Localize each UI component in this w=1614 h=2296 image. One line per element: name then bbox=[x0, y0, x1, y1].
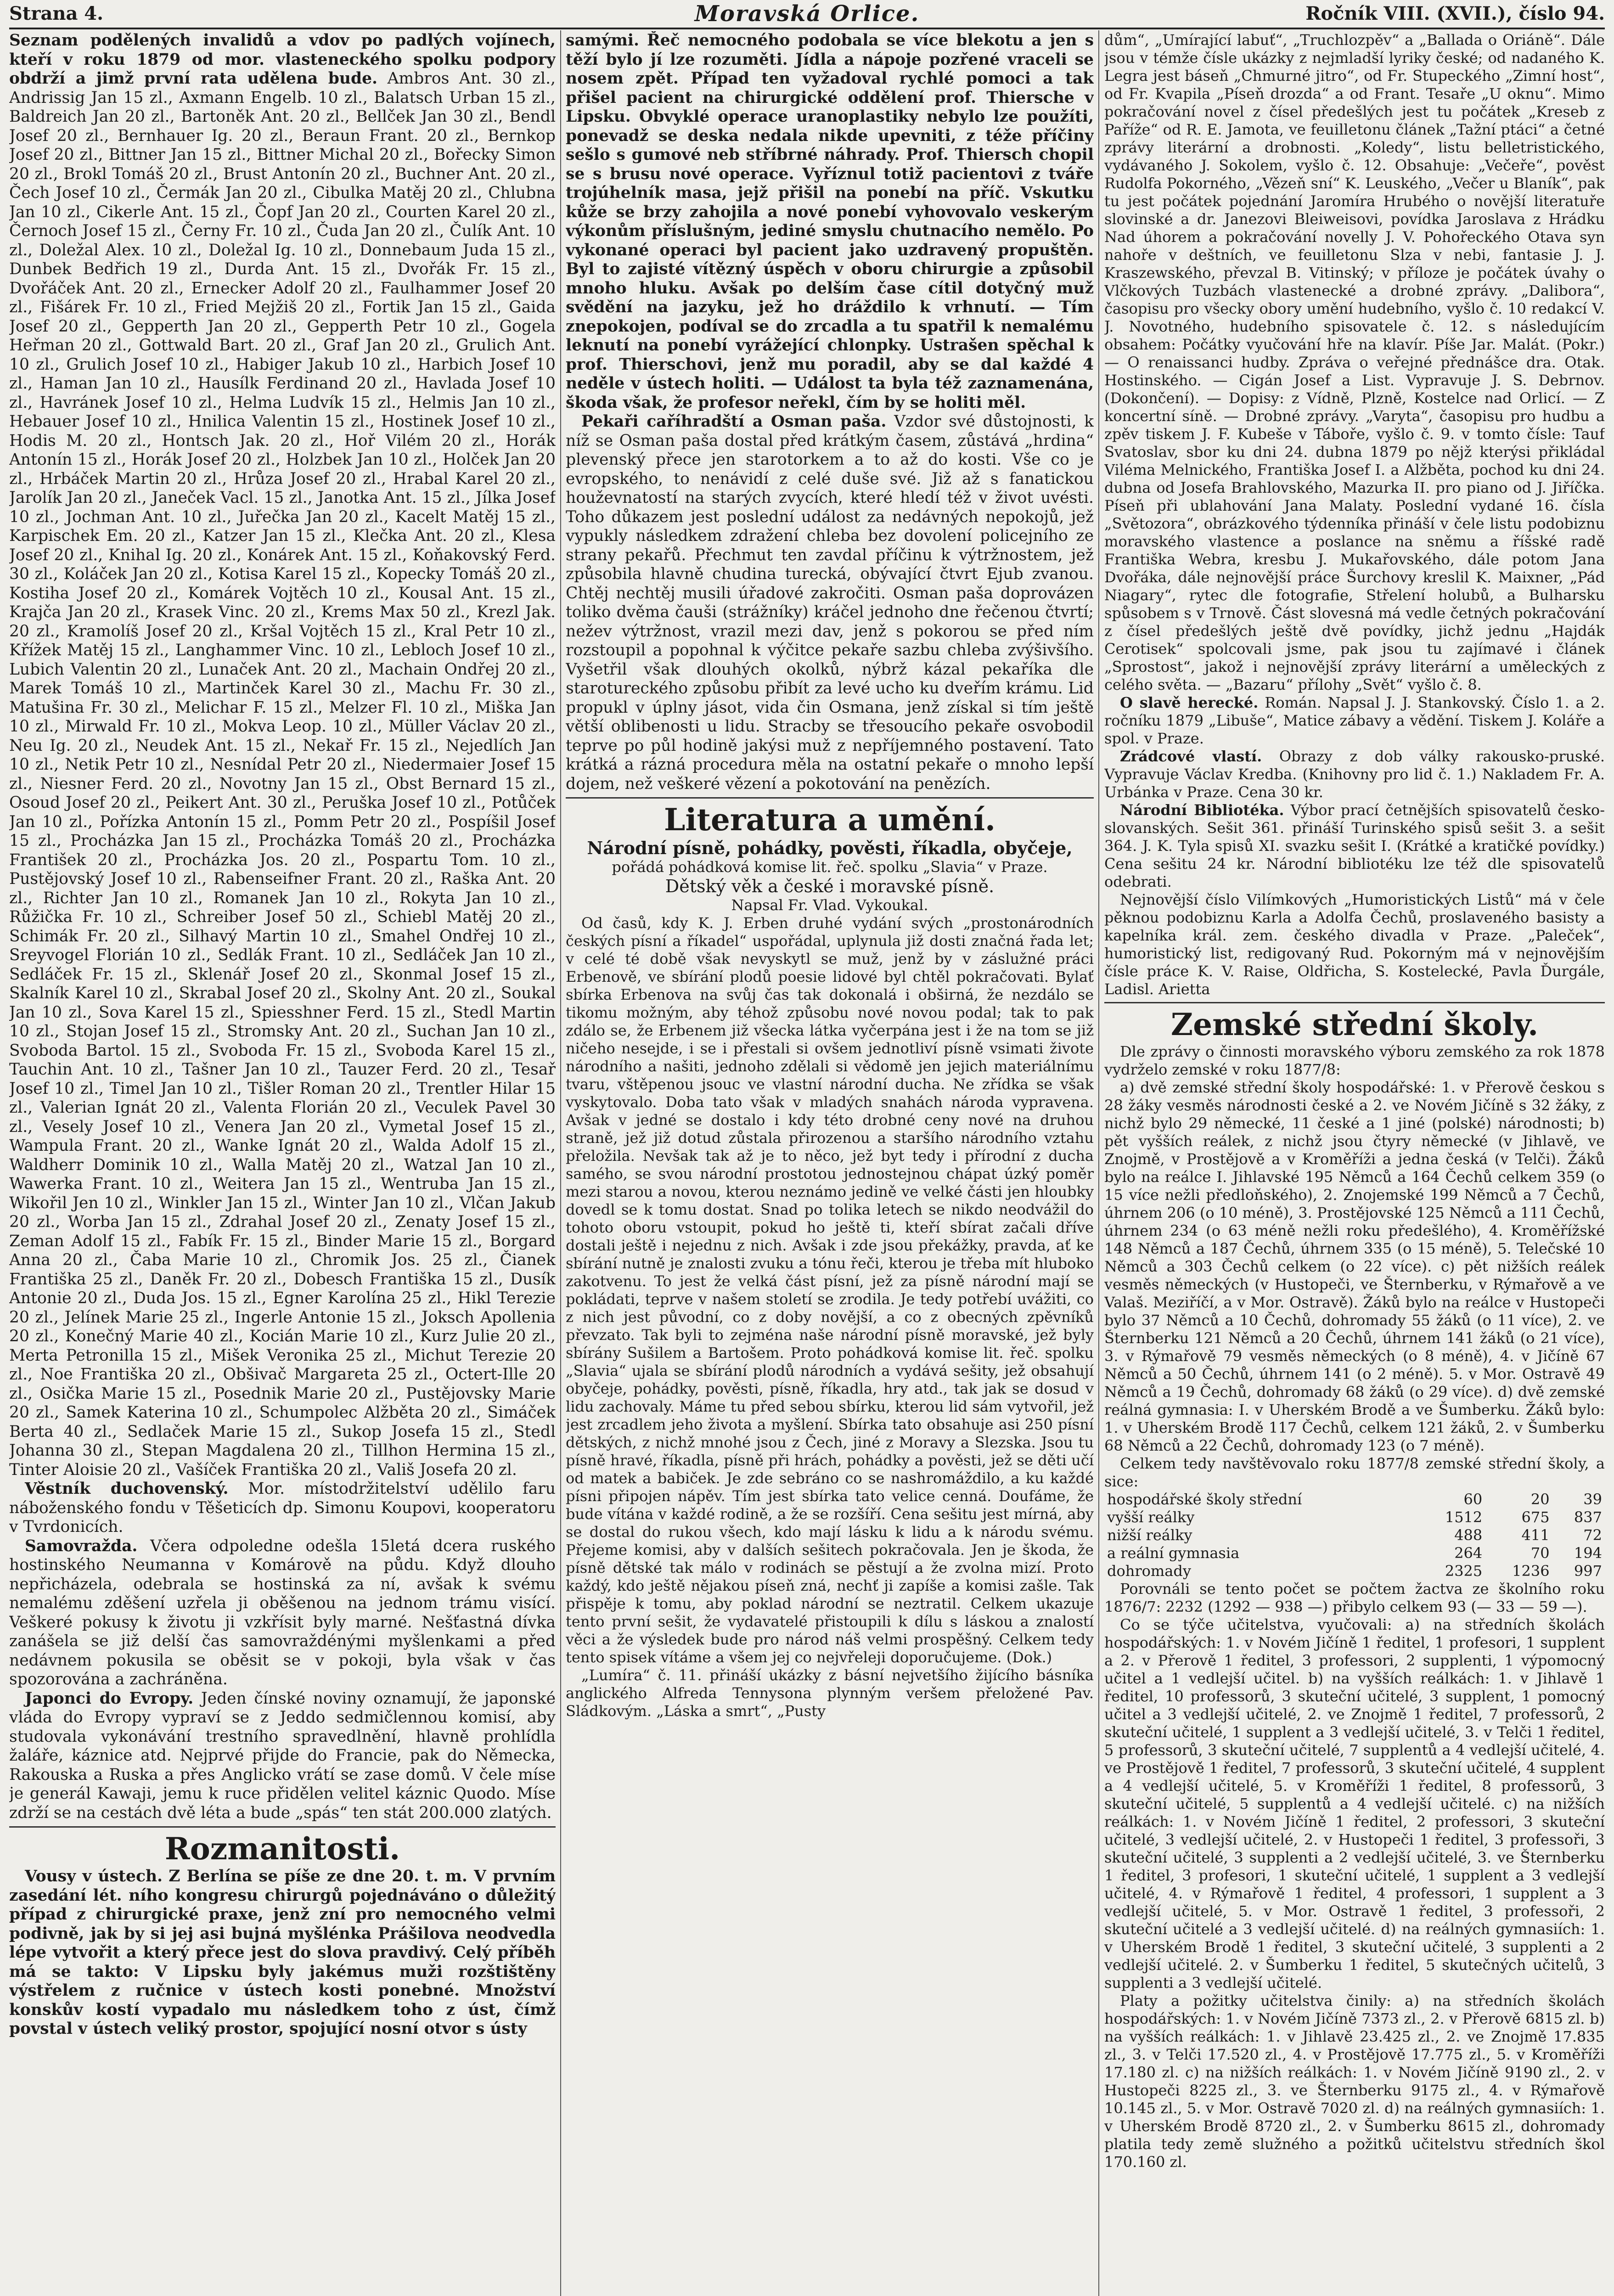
vousy-title: Vousy v ústech. bbox=[25, 1867, 163, 1885]
table-cell-total: 488 bbox=[1454, 1526, 1483, 1544]
lit-subhead-2: pořádá pohádková komise lit. řeč. spolku „Slavia“ v Praze. bbox=[612, 858, 1048, 876]
table-cell-total: 264 bbox=[1454, 1544, 1483, 1562]
column-3 bbox=[1104, 31, 1605, 2296]
school-stats-table bbox=[1104, 1491, 1605, 1580]
section-literatura: Literatura a umění. bbox=[566, 797, 1094, 838]
article-humor: Nejnovější číslo Vilímkových „Humoristických Listů“ má v čele pěknou podobiznu Karla a Adolfa Čechů, proslaveného basisty a kapelníka král. zem. českého divadla v Praze. „Paleček“, humoristický list, redigovaný Rud. Pokorným má v nejnovějším čísle práce K. V. Raise, Oldřicha, S. Kostelecké, Pavla Ďurgále, Ladisl. Arietta bbox=[1104, 891, 1605, 998]
lit-continuation: dům“, „Umírající labuť“, „Truchlozpěv“ a „Ballada o Oriáně“. Dále jsou v témže čísle ukázky z nejmladší lyriky české; od nadaného K. Legra jest báseň „Chmurné jitro“, od Fr. Stupeckého „Zimní host“, od Fr. Kvapila „Píseň drozda“ a od Frant. Tesaře „U oknu“. Mimo pokračování novel z čísel předešlých jest tu počátek „Kreseb z Paříže“ od R. E. Jamota, ve feuilletonu článek „Tažní ptáci“ a četné zprávy literární a drobnosti. „Koledy“, listu belletristického, vydávaného J. Sokolem, vyšlo č. 12. Obsahuje: „Večeře“, pověst Rudolfa Pokorného, „Vězeň sní“ K. Leuského, „Večer u Blaník“, pak tu jest počátek pojednání Jaromíra Hrubého o novější literatuře slovinské a dr. Janezovi Bleiweisovi, povídka Jaroslava z Hrádku Nad úhorem a pokračování novelly J. V. Pohořeckého Otava syn nahoře v deštních, ve feuilletonu Slza v nebi, fantasie J. J. Kraszewského, převzal B. Vitinský; v příloze je počátek úvahy o Vlčkových Tuzbách vlastenecké a drobné zprávy. „Dalibora“, časopisu pro všecky obory umění hudebního, vyšlo č. 10 redakcí V. J. Novotného, hudebního spisovatele č. 12. s následujícím obsahem: Počátky vyučování hře na klavír. Píše Jar. Malát. (Pokr.) — O renaissanci hudby. Zpráva o veřejné přednášce dra. Otak. Hostinského. — Cigán Josef a List. Vypravuje J. S. Debrnov. (Dokončení). — Dopisy: z Vídně, Plzně, Kostelce nad Orlicí. — Z koncertní síně. — Drobné zprávy. „Varyta“, časopisu pro hudbu a zpěv tiskem J. F. Kubeše v Táboře, vyšlo č. 9. v tomto čísle: Tauf Svatoslav, sbor ku dni 24. dubna 1879 po nějž kterýsi přikládal Viléma Melnického, Františka Josef I. a Alžběta, pochod ku dni 24. dubna od Josefa Brahlovského, Mazurka II. pro piano od J. Jiříčka. Píseň při ublahování Jana Malaty. Poslední vydané 16. čísla „Světozora“, obrázkového týdenníka přináší v čele listu podobiznu moravského vlastence a poslance na sněmu a říšské radě Františka Webra, kresbu J. Mukařovského, dále potom Jana Dvořáka, dále nejnovější práce Šurchovy kreslil K. Maixner, „Pád Niagary“, rytec dle fotografie, Střelení holubů, a Bulharsku spůsobem s v Trnově. Část slovesná má vedle četných pokračování z čísel předešlých ještě dvě povídky, jichž jednu „Hajdák Cerotisek“ spolcovali jsme, pak jsou tu zajímavé i článek „Sprostost“, jakož i nejnovější zprávy literární a uměleckých z celého světa. — „Bazaru“ přílohy „Svět“ vyšlo č. 8. bbox=[1104, 31, 1605, 693]
vousy-continuation bbox=[566, 31, 1094, 412]
table-cell-total: 1512 bbox=[1445, 1508, 1483, 1526]
column-divider bbox=[1098, 30, 1099, 2296]
issue-info: Ročník VIII. (XVII.), číslo 94. bbox=[1305, 3, 1605, 24]
article-herec bbox=[1104, 694, 1605, 748]
article-pekari bbox=[566, 412, 1094, 793]
section-rozmanitosti: Rozmanitosti. bbox=[9, 1826, 556, 1867]
table-note: Porovnáli se tento počet se počtem žactva ze školního roku 1876/7: 2232 (1292 — 938 —) přibylo celkem 93 (— 33 — 59 —). bbox=[1104, 1580, 1605, 1615]
table-cell-a: 675 bbox=[1521, 1508, 1550, 1526]
column-2 bbox=[566, 31, 1094, 2296]
table-row bbox=[1104, 1491, 1605, 1508]
article-seznam bbox=[9, 31, 556, 1480]
lit-author: Napsal Fr. Vlad. Vykoukal. bbox=[731, 896, 928, 914]
seznam-body: Ambros Ant. 30 zl., Andrissig Jan 15 zl., Axmann Engelb. 10 zl., Balatsch Urban 15 zl., Baldreich Jan 20 zl., Bartoněk Ant. 20 zl., Bellček Jan 30 zl., Bendl Josef 20 zl., Bernhauer Ig. 20 zl., Beraun Frant. 20 zl., Bernkop Josef 20 zl., Bittner Jan 15 zl., Bittner Michal 20 zl., Bořecky Simon 20 zl., Brokl Tomáš 20 zl., Brust Antonín 20 zl., Buchner Ant. 20 zl., Čech Josef 10 zl., Čermák Jan 20 zl., Cibulka Matěj 20 zl., Chlubna Jan 10 zl., Cikerle Ant. 15 zl., Čopf Jan 20 zl., Courten Karel 20 zl., Černoch Josef 15 zl., Černy Fr. 10 zl., Čuda Jan 20 zl., Čulík Ant. 10 zl., Doležal Alex. 10 zl., Doležal Ig. 10 zl., Donnebaum Juda 15 zl., Dunbek Bedřich 19 zl., Durda Ant. 15 zl., Dvořák Fr. 15 zl., Dvořáček Ant. 20 zl., Ernecker Adolf 20 zl., Faulhammer Josef 20 zl., Fišárek Fr. 10 zl., Fried Mejžiš 20 zl., Fortik Jan 15 zl., Gaida Josef 20 zl., Gepperth Jan 20 zl., Gepperth Petr 10 zl., Gogela Heřman 20 zl., Gottwald Bart. 20 zl., Graf Jan 20 zl., Grulich Ant. 10 zl., Grulich Josef 10 zl., Habiger Jakub 10 zl., Harbich Josef 10 zl., Haman Jan 10 zl., Hausílk Ferdinand 20 zl., Havlada Josef 10 zl., Havránek Josef 10 zl., Helma Ludvík 15 zl., Helmis Jan 10 zl., Hebauer Josef 10 zl., Hnilica Valentin 15 zl., Hostinek Josef 10 zl., Hodis M. 20 zl., Hontsch Jak. 20 zl., Hoř Vilém 20 zl., Horák Antonín 15 zl., Horák Josef 20 zl., Holzbek Jan 10 zl., Holček Jan 20 zl., Hrbáček Martin 20 zl., Hrůza Josef 20 zl., Hrabal Karel 20 zl., Jarolík Jan 20 zl., Janeček Vacl. 15 zl., Janotka Ant. 15 zl., Jílka Josef 10 zl., Jochman Ant. 10 zl., Juřečka Jan 20 zl., Kacelt Matěj 15 zl., Karpischek Em. 20 zl., Katzer Jan 15 zl., Klečka Ant. 20 zl., Klesa Josef 20 zl., Knihal Ig. 20 zl., Konárek Ant. 15 zl., Koňakovský Ferd. 30 zl., Koláček Jan 20 zl., Kotisa Karel 15 zl., Kopecky Tomáš 20 zl., Kostiha Josef 20 zl., Komárek Vojtěch 10 zl., Kousal Ant. 15 zl., Krajča Jan 20 zl., Krasek Vinc. 20 zl., Krems Max 50 zl., Krezl Jak. 20 zl., Kramolíš Josef 20 zl., Kršal Vojtěch 15 zl., Kral Petr 10 zl., Křížek Matěj 15 zl., Langhammer Vinc. 10 zl., Lebloch Josef 10 zl., Lubich Valentin 20 zl., Lunaček Ant. 20 zl., Machain Ondřej 20 zl., Marek Tomáš 10 zl., Martinček Karel 30 zl., Machu Fr. 30 zl., Matušina Fr. 30 zl., Melichar F. 15 zl., Melzer Fl. 10 zl., Miška Jan 10 zl., Mirwald Fr. 10 zl., Mokva Leop. 10 zl., Müller Václav 20 zl., Neu Ig. 20 zl., Neudek Ant. 15 zl., Nekař Fr. 15 zl., Nejedlích Jan 10 zl., Netik Petr 10 zl., Nesnídal Petr 20 zl., Niedermaier Josef 15 zl., Niesner Ferd. 20 zl., Novotny Jan 15 zl., Obst Bernard 15 zl., Osoud Josef 20 zl., Peikert Ant. 30 zl., Peruška Josef 10 zl., Potůček Jan 10 zl., Pořízka Antonín 15 zl., Pomm Petr 20 zl., Pospíšil Josef 15 zl., Procházka Jan 15 zl., Procházka Tomáš 20 zl., Procházka František 20 zl., Procházka Jos. 20 zl., Pospartu Tom. 10 zl., Pustějovský Josef 10 zl., Rabenseifner Frant. 20 zl., Raška Ant. 20 zl., Richter Jan 10 zl., Romanek Jan 10 zl., Rokyta Jan 10 zl., Růžička Fr. 10 zl., Schreiber Josef 50 zl., Schiebl Matěj 20 zl., Schimák Fr. 20 zl., Silhavý Martin 10 zl., Smahel Ondřej 10 zl., Sreyvogel Florián 10 zl., Sedlák Frant. 10 zl., Sedláček Jan 10 zl., Sedláček Fr. 15 zl., Sklenář Josef 20 zl., Skonmal Josef 15 zl., Skalník Karel 10 zl., Skrabal Josef 20 zl., Skolny Ant. 20 zl., Soukal Jan 10 zl., Sova Karel 15 zl., Spiesshner Ferd. 15 zl., Stedl Martin 10 zl., Stojan Josef 15 zl., Stromsky Ant. 20 zl., Suchan Jan 10 zl., Svoboda Bartol. 15 zl., Svoboda Fr. 15 zl., Svoboda Karel 15 zl., Tauchin Ant. 10 zl., Tašner Jan 10 zl., Tauzer Ferd. 20 zl., Tesař Josef 10 zl., Timel Jan 10 zl., Tišler Roman 20 zl., Trentler Hilar 15 zl., Valerian Ignát 20 zl., Valenta Florián 20 zl., Veculek Pavel 30 zl., Vesely Josef 10 zl., Venera Jan 20 zl., Vymetal Josef 15 zl., Wampula Frant. 20 zl., Wanke Ignát 20 zl., Walda Adolf 15 zl., Waldherr Dominik 10 zl., Walla Matěj 20 zl., Watzal Jan 10 zl., Wawerka Frant. 10 zl., Weitera Jan 15 zl., Wentruba Jan 15 zl., Wikořil Jen 10 zl., Winkler Jan 15 zl., Winter Jan 10 zl., Vlčan Jakub 20 zl., Worba Jan 15 zl., Zdrahal Josef 20 zl., Zenaty Josef 15 zl., Zeman Adolf 15 zl., Fabík Fr. 15 zl., Binder Marie 15 zl., Borgard Anna 20 zl., Čaba Marie 10 zl., Chromik Jos. 25 zl., Čianek Františka 25 zl., Daněk Fr. 20 zl., Dobesch Františka 15 zl., Dusík Antonie 20 zl., Duda Jos. 15 zl., Egner Karolína 25 zl., Hikl Terezie 20 zl., Jelínek Marie 25 zl., Ingerle Antonie 15 zl., Joksch Apollenia 20 zl., Konečný Marie 40 zl., Kocián Marie 10 zl., Kurz Julie 20 zl., Merta Petronilla 15 zl., Mišek Veronika 25 zl., Michut Terezie 20 zl., Noe Františka 20 zl., Obšivač Margareta 25 zl., Octert-Ille 20 zl., Osička Marie 15 zl., Posednik Marie 20 zl., Pustějovsky Marie 20 zl., Samek Katerina 10 zl., Schumpolec Alžběta 20 zl., Simáček Berta 40 zl., Sedlaček Marie 15 zl., Sukop Josefa 15 zl., Stedl Johanna 30 zl., Stepan Magdalena 20 zl., Tillhon Hermina 15 zl., Tinter Aloisie 20 zl., Vašíček Františka 20 zl., Vališ Josefa 20 zl. bbox=[9, 69, 556, 1479]
samovrazda-title: Samovražda. bbox=[25, 1536, 138, 1555]
seznam-lead: Seznam podělených invalidů a vdov po padlých vojínech, kteří v roku 1879 od mor. vlasteneckého spolku podpory obdrží a jimž první rata udělena bude. bbox=[9, 31, 556, 88]
zradce-title: Zrádcové vlastí. bbox=[1120, 748, 1262, 765]
table-caption: Celkem tedy navštěvovalo roku 1877/8 zemské střední školy, a sice: bbox=[1104, 1455, 1605, 1490]
page-header bbox=[9, 0, 1605, 29]
narodni-title: Národní Bibliotéka. bbox=[1120, 801, 1284, 819]
table-cell-b: 72 bbox=[1583, 1526, 1602, 1544]
table-row bbox=[1104, 1508, 1605, 1526]
page-number: Strana 4. bbox=[9, 3, 104, 24]
article-vestnik bbox=[9, 1480, 556, 1537]
table-cell-b: 39 bbox=[1583, 1491, 1602, 1508]
table-cell-label: a reální gymnasia bbox=[1107, 1544, 1240, 1562]
table-cell-a: 1236 bbox=[1512, 1562, 1550, 1580]
samovrazda-body: Včera odpoledne odešla 15letá dcera ruského hostinského Neumanna v Komárově na půdu. Když dlouho nepřicházela, odebrala se hostinská za ní, avšak k svému nemalému zděšení uzřela ji oběšenou na jednom trámu visící. Veškeré pokusy k životu ji vzkřísit byly marné. Nešťastná dívka zanášela se již delší čas samovraždénými myšlenkami a před nedávnem pokusila se oběsit se v pokoji, byla však v čas spozorována a zachráněna. bbox=[9, 1536, 556, 1688]
lit-body: Od časů, kdy K. J. Erben druhé vydání svých „prostonárodních českých písní a říkadel“ uspořádal, uplynula již dosti značná řada let; v celé té době však nevyskytl se muž, jenž by v záslužné práci Erbenově, ve sbírání plodů poesie lidové byl chtěl pokračovati. Bylať sbírka Erbenova na svůj čas tak dokonalá i obširná, že nezdálo se tikomu možným, aby téhož způsobu nové novou podal; tak to pak zdálo se, že Erbenem již všecka látka vyčerpána jest i že na tom se již ničeho nesejde, i se i přestali si ovšem jednotliví písně vsimati živote národního a našiti, jednoho zdělali si vědomě jen jejich materiálnímu tvaru, vštěpenou jsouc ve vlastní národní ducha. Ne zřídka se však vyskytovalo. Doba tato však v mladých snahách národa vypravena. Avšak v jedné se dostalo i kdy této drobné ceny nové na druhou straně, jež již dotud zůstala přirozenou a staršího národního vztahu přeložila. Nevšak tak až je to něco, jež byt tedy i přírodní z ducha samého, se svou národní prostotou jednostejnou chápat úzký poměr mezi starou a novou, kterou neznámo jedině ve velké části jen hloubky dovedl se k tomu dostat. Snad po tolika letech se nikdo neodvážil do tohoto oboru vstoupit, pokud ho ještě ti, kteří sbírat začali dříve dostali ještě i nejednu z nich. Avšak i zde jsou překážky, pravda, ať ke sbírání nutně je znalosti zvuku a tónu řeči, kterou je třeba mít hluboko zakotvenu. To jest že velká část písní, jež za písně národní mají se pokládati, teprve v našem století se zrodila. Je tedy potřebí uvážiti, co z nich jest původní, co z doby novější, a co z obecných zpěvníků převzato. Tak byli to zejména naše národní písně moravské, jež byly sbírány Sušilem a Bartošem. Proto pohádková komise lit. řeč. spolku „Slavia“ ujala se sbírání plodů národních a vydává sešity, jež obsahují obyčeje, pohádky, pověsti, písně, říkadla, hry atd., tak jak se dosud v lidu zachovaly. Máme tu před sebou sbírku, kterou lid sám vytvořil, jež jest zrcadlem jeho života a myšlení. Sbírka tato obsahuje asi 250 písní dětských, z nichž mnohé jsou z Čech, jiné z Moravy a Slezska. Jsou tu písně hravé, říkadla, písně při hrách, pohádky a pověsti, jež se děti učí od matek a babiček. Je zde sebráno co se nashromáždilo, a ku každé písni připojen nápěv. Tím jest sbírka tato velice cenná. Doufáme, že bude vítána v každé rodině, a že se rozšíří. Cena sešitu jest mírná, aby se dostal do rukou všech, kdo mají lásku k lidu a k národu svému. Přejeme komisi, aby v dalších sešitech pokračovala. Jen je škoda, že písně dětské tak málo v rodinách se pěstují a že zvolna mizí. Proto každý, kdo ještě nějakou píseň zná, nechť ji zapíše a komisi zašle. Tak přispěje k tomu, aby poklad národní se neztratil. Celkem ukazuje tento první sešit, že vydavatelé přistoupili k dílu s láskou a znalostí věci a že výsledek bude pro národ náš velmi prospěšný. Celkem tedy tento spisek vítáme a všem jej co nejvřeleji doporučujeme. (Dok.) bbox=[566, 914, 1094, 1666]
table-cell-b: 997 bbox=[1574, 1562, 1602, 1580]
section-zemske-skoly: Zemské střední školy. bbox=[1104, 1002, 1605, 1043]
vousy-continuation-text: samými. Řeč nemocného podobala se více blekotu a jen s těží bylo jí lze rozuměti. Jídla a nápoje pozřené vraceli se nosem zpět. Případ ten vyžadoval rychlé pomoci a tak přišel pacient na chirurgické oddělení prof. Thiersche v Lipsku. Obvyklé operace uranoplastiky nebylo lze použíti, ponevadž se deska nedala nikde upevniti, z téže příčiny sešlo s gumové neb stříbrné náhrady. Prof. Thiersch chopil se s brusu nové operace. Vyříznul totiž pacientovi z tváře trojúhelník masa, jejž přišil na ponebí na příč. Vskutku kůže se brzy zahojila a nové ponebí vyhovovalo veskerým výkonům příslušným, jediné smyslu chutnacího nemělo. Po vykonané operaci byl pacient jako uzdravený propuštěn. Byl to zajisté vítězný úspěch v oboru chirurgie a způsobil mnoho hluku. Avšak po delším čase cítil dotyčný muž svědění na jazyku, jež ho dráždilo k vrhnutí. — Tím znepokojen, podíval se do zrcadla a tu spatřil k nemalému leknutí na ponebí vyrážející chlonpky. Ustrašen spěchal k prof. Thierschovi, jenž mu poradil, aby se dal každé 4 neděle v ústech holiti. — Událost ta byla též zaznamenána, škoda však, že profesor neřekl, čím by se holiti měl. bbox=[566, 31, 1094, 412]
column-1 bbox=[9, 31, 556, 2296]
zemske-intro: Dle zprávy o činnosti moravského výboru zemského za rok 1878 vydrželo zemské v roku 1877/8: bbox=[1104, 1043, 1605, 1078]
japonci-title: Japonci do Evropy. bbox=[25, 1689, 194, 1708]
platy-body: Platy a požitky učitelstva činily: a) na středních školách hospodářských: 1. v Novém Jičíně 7373 zl., 2. v Přerově 6815 zl. b) na vyšších reálkách: 1. v Jihlavě 23.425 zl., 2. ve Znojmě 17.835 zl., 3. v Telči 17.520 zl., 4. v Prostějově 17.775 zl., 5. v Kroměříži 17.180 zl. c) na nižších reálkách: 1. v Novém Jičíně 9190 zl., 2. v Hustopeči 8225 zl., 3. ve Šternberku 9175 zl., 4. v Rýmařově 10.145 zl., 5. v Mor. Ostravě 7020 zl. d) na reálných gymnasiích: 1. v Uherském Brodě 8720 zl., 2. v Šumberku 8615 zl., dohromady platila tedy země služného a požitků učitelstvu středních škol 170.160 zl. bbox=[1104, 1992, 1605, 2171]
japonci-body: Jeden čínské noviny oznamují, že japonské vláda do Evropy vypraví se z Jeddo sedmičlennou komisí, aby studovala vykonávání trestního spravedlnění, hlavně prohlídla žaláře, káznice atd. Nejprvé přijde do Francie, pak do Německa, Rakouska a Ruska a přes Anglicko vrátí se zase domů. V čele míse je generál Kawaji, jemu k ruce přidělen velitel káznic Quodo. Míse zdrží se na cestách dvě léta a bude „spás“ ten stát 200.000 zlatých. bbox=[9, 1689, 556, 1822]
pekari-title: Pekaři caříhradští a Osman paša. bbox=[581, 412, 887, 431]
herec-title: O slavě herecké. bbox=[1120, 694, 1259, 711]
table-cell-a: 411 bbox=[1521, 1526, 1550, 1544]
table-row bbox=[1104, 1526, 1605, 1544]
table-row bbox=[1104, 1562, 1605, 1580]
table-row bbox=[1104, 1544, 1605, 1562]
article-vousy bbox=[9, 1867, 556, 2039]
table-cell-label: vyšší reálky bbox=[1107, 1508, 1195, 1526]
lit-subhead-3: Dětský věk a české i moravské písně. bbox=[665, 876, 995, 896]
vestnik-title: Věstník duchovenský. bbox=[25, 1480, 229, 1498]
table-cell-label: dohromady bbox=[1107, 1562, 1191, 1580]
table-cell-a: 20 bbox=[1530, 1491, 1550, 1508]
table-cell-b: 837 bbox=[1574, 1508, 1602, 1526]
table-cell-label: nižší reálky bbox=[1107, 1526, 1192, 1544]
column-divider bbox=[560, 30, 561, 2296]
article-narodni bbox=[1104, 801, 1605, 891]
table-cell-a: 70 bbox=[1530, 1544, 1550, 1562]
lit-subhead: Národní písně, pohádky, pověsti, říkadla, obyčeje, bbox=[587, 838, 1073, 858]
table-cell-total: 60 bbox=[1463, 1491, 1483, 1508]
masthead-title: Moravská Orlice. bbox=[694, 1, 920, 27]
table-cell-label: hospodářské školy střední bbox=[1107, 1491, 1302, 1508]
table-cell-total: 2325 bbox=[1445, 1562, 1483, 1580]
narodni-body: Výbor prací četnějších spisovatelů česko-slovanských. Sešit 361. přináší Turinského spisů sešit 3. a sešit 364. J. K. Tyla spisů XI. svazku sešit I. (Krátké a kratičké povídky.) Cena sešitu 24 kr. Národní bibliotéku lze též dle spisovatelů odebrati. bbox=[1104, 801, 1605, 890]
ucitele-body: Co se týče učitelstva, vyučovali: a) na středních školách hospodářských: 1. v Novém Jičíně 1 ředitel, 1 profesori, 1 supplent a 2. v Přerově 1 ředitel, 3 professori, 2 supplenti, 1 výpomocný učitel a 1 vedlejší učitel. b) na vyšších reálkách: 1. v Jihlavě 1 ředitel, 10 professorů, 3 skuteční učitelé, 3 supplent, 1 pomocný učitel a 3 vedlejší učitelé, 2. ve Znojmě 1 ředitel, 7 professorů, 2 skuteční učitelé, 1 supplent a 3 vedlejší učitelé, 3. v Telči 1 ředitel, 5 professorů, 3 skuteční učitelé, 7 supplentů a 4 vedlejší učitelé, 4. ve Prostějově 1 ředitel, 7 professorů, 3 skuteční učitelé, 4 supplent a 4 vedlejší učitelé, 5. v Kroměříži 1 ředitel, 8 professorů, 3 skuteční učitelé, 5 supplentů a 4 vedlejší učitelé. c) na nižších reálkách: 1. v Novém Jičíně 1 ředitel, 2 professori, 3 skuteční učitelé, 3 vedlejší učitelé, 2. v Hustopeči 1 ředitel, 3 professoři, 3 skuteční učitelé, 3 supplenti a 2 vedlejší učitelé, 3. ve Šternberku 1 ředitel, 3 profesori, 1 skuteční učitelé, 1 supplent a 3 vedlejší učitelé, 4. v Rýmařově 1 ředitel, 4 professori, 1 supplent a 3 vedlejší učitelé, 5. v Mor. Ostravě 1 ředitel, 3 professoři, 2 skuteční učitelé a 3 vedlejší učitelé. d) na reálných gymnasiích: 1. v Uherském Brodě 1 ředitel, 3 skuteční učitelé, 3 supplenti a 2 vedlejší učitelé. 2. v Šumberku 1 ředitel, 5 skutečných učitelů, 3 supplenti a 3 vedlejší učitelé. bbox=[1104, 1616, 1605, 1992]
article-zradce bbox=[1104, 748, 1605, 801]
herec-body: Román. Napsal J. J. Stankovský. Číslo 1. a 2. ročníku 1879 „Libuše“, Matice zábavy a vědění. Tiskem J. Koláře a spol. v Praze. bbox=[1104, 694, 1605, 747]
vousy-body: Z Berlína se píše ze dne 20. t. m. V prvním zasedání lét. ního kongresu chirurgů pojednáváno o důležitý případ z chirurgické praxe, jenž zní pro nemocného velmi podivně, jak by si jej asi bujná myšlénka Prášilova neodvedla lépe vytvořit a který přece jest do slova pravdivý. Celý příběh má se takto: V Lipsku byly jakémus muži rozštištěny výstřelem z ručnice v ústech kosti ponebné. Množství konskův kostí vypadalo mu následkem toho z úst, čímž povstal v ústech veliký prostor, spojující nosní otvor s ústy bbox=[9, 1867, 556, 2038]
pekari-body: Vzdor své důstojnosti, k níž se Osman paša dostal před krátkým časem, zůstává „hrdina“ plevenský přece jen starotorkem a to až do kosti. Vše co je evropského, to nenávidí z celé duše své. Již až s fanatickou houževnatostí na starých zvycích, které hledí též v život uvésti. Toho důkazem jest poslední událost za nedávných nepokojů, jež vypukly následkem zdražení chleba bez dovolení policejního ze strany pekařů. Přechmut ten zavdal příčinu k výtržnostem, jež způsobila hlavně chudina turecká, obývající čtvrt Ejub zvanou. Chtěj nechtěj musili úřadové zakročiti. Osman paša doprovázen toliko dvěma čauši (strážníky) kráčel jednoho dne řečenou čtvrtí; nežev výtržnost, vrazil mezi dav, jenž s pokorou se před ním rozstoupil a popohnal k výčitce pekaře sazbu chleba zvýšivšího. Vyšetřil však dlouhých okolků, nýbrž kázal pekaříka dle starotureckého způsobu přibít za levé ucho ku dveřím krámu. Lid propukl v úplny jásot, vida čin Osmana, jenž získal si tím ještě větší oblibenosti u lidu. Stracby se třesoucího pekaře osvobodil teprve po půl hodině jakýsi muž z nepříjemného postavení. Tato krátká a rázná procedura měla na ostatní pekaře o mnoho lepší dojem, než veškeré vězení a pokotování na penězích. bbox=[566, 412, 1094, 793]
article-samovrazda bbox=[9, 1537, 556, 1689]
table-cell-b: 194 bbox=[1574, 1544, 1602, 1562]
zradce-body: Obrazy z dob války rakousko-pruské. Vypravuje Václav Kredba. (Knihovny pro lid č. 1.) Nakladem Fr. A. Urbánka v Praze. Cena 30 kr. bbox=[1104, 748, 1605, 801]
article-japonci bbox=[9, 1689, 556, 1823]
lumira-body: „Lumíra“ č. 11. přináší ukázky z básní nejvetšího žijícího básníka anglického Alfreda Tennysona plynným veršem přeložené Pav. Sládkovým. „Láska a smrt“, „Pusty bbox=[566, 1666, 1094, 1720]
vestnik-body: Mor. místodržitelství udělilo faru náboženského fondu v Těšeticích dp. Simonu Koupovi, kooperatoru v Tvrdonicích. bbox=[9, 1480, 556, 1536]
zemske-body: a) dvě zemské střední školy hospodářské: 1. v Přerově českou s 28 žáky vesměs národnosti české a 2. ve Novém Jičíně s 32 žáky, z nichž bylo 29 německé, 11 české a 1 jiné (polské) národnosti; b) pět vyšších reálek, z nichž jsou čtyry německé (v Jihlavě, ve Znojmě, v Prostějově a v Kroměříži a jedna česká (v Telči). Žáků bylo na reálce I. Jihlavské 195 Němců a 164 Čechů celkem 359 (o 15 více nežli předloňského), 2. Znojemské 199 Němců a 7 Čechů, úhrnem 206 (o 10 méně), 3. Prostějovské 125 Němců a 111 Čechů, úhrnem 234 (o 63 méně nežli roku předešlého), 4. Kroměřížské 148 Němců a 187 Čechů, úhrnem 335 (o 15 méně), 5. Telečské 10 Němců a 303 Čechů celkem (o 22 více). c) pět nižších reálek vesměs německých (v Hustopeči, ve Šternberku, v Rýmařově a ve Valaš. Meziříčí, a v Mor. Ostravě). Žáků bylo na reálce v Hustopeči bylo 37 Němců a 10 Čechů, dohromady 55 žáků (o 11 více), 2. ve Šternberku 121 Němců a 20 Čechů, úhrnem 141 žáků (o 21 více), 3. v Rýmařově 79 vesměs německých (o 8 méně), 4. v Jičíně 67 Němců a 50 Čechů, úhrnem 141 (o 2 méně). 5. v Mor. Ostravě 49 Němců a 19 Čechů, dohromady 68 žáků (o 29 více). d) dvě zemské reálná gymnasia: I. v Uherském Brodě a ve Šumberku. Žáků bylo: 1. v Uherském Brodě 117 Čechů, celkem 121 žáků, 2. v Šumberku 68 Němců a 22 Čechů, dohromady 123 (o 7 méně). bbox=[1104, 1079, 1605, 1454]
